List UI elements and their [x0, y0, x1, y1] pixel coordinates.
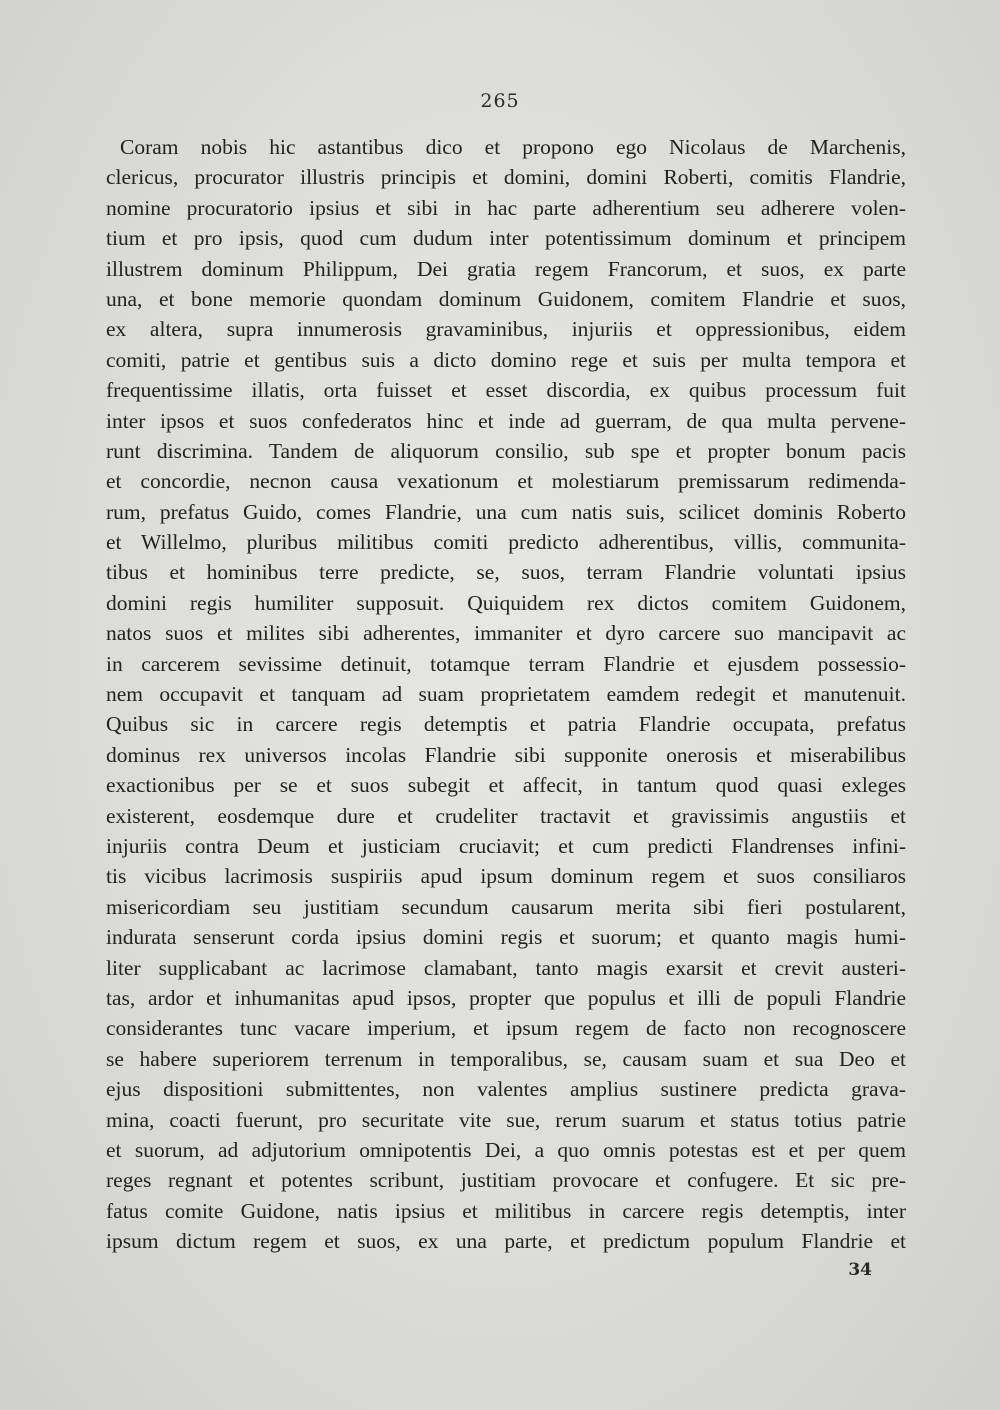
text-line: domini regis humiliter supposuit. Quiquidem rex dictos comitem Guidonem,: [106, 590, 906, 615]
text-line: se habere superiorem terrenum in temporalibus, se, causam suam et sua Deo et: [106, 1046, 906, 1071]
text-line: ejus dispositioni submittentes, non valentes amplius sustinere predicta grava-: [106, 1077, 906, 1102]
text-line: considerantes tunc vacare imperium, et ipsum regem de facto non recognoscere: [106, 1016, 906, 1041]
text-line: Quibus sic in carcere regis detemptis et patria Flandrie occupata, prefatus: [106, 712, 906, 737]
text-line: existerent, eosdemque dure et crudeliter tractavit et gravissimis angustiis et: [106, 803, 906, 828]
page-number: 265: [480, 90, 520, 112]
text-line: comiti, patrie et gentibus suis a dicto domino rege et suis per multa tempora et: [106, 347, 906, 372]
text-line: tis vicibus lacrimosis suspiriis apud ipsum dominum regem et suos consiliaros: [106, 864, 906, 889]
text-line: runt discrimina. Tandem de aliquorum consilio, sub spe et propter bonum pacis: [106, 438, 906, 463]
text-line: tibus et hominibus terre predicte, se, suos, terram Flandrie voluntati ipsius: [106, 560, 906, 585]
text-line: rum, prefatus Guido, comes Flandrie, una cum natis suis, scilicet dominis Roberto: [106, 499, 906, 524]
text-line: una, et bone memorie quondam dominum Guidonem, comitem Flandrie et suos,: [106, 286, 906, 311]
text-line: nem occupavit et tanquam ad suam proprietatem eamdem redegit et manutenuit.: [106, 682, 906, 707]
text-line: clericus, procurator illustris principis et domini, domini Roberti, comitis Flandrie,: [106, 165, 906, 190]
text-line: reges regnant et potentes scribunt, justitiam provocare et confugere. Et sic pre-: [106, 1168, 906, 1193]
text-line: frequentissime illatis, orta fuisset et esset discordia, ex quibus processum fuit: [106, 378, 906, 403]
text-line: inter ipsos et suos confederatos hinc et inde ad guerram, de qua multa pervene-: [106, 408, 906, 433]
text-line: injuriis contra Deum et justiciam cruciavit; et cum predicti Flandrenses infini-: [106, 833, 906, 858]
text-line: dominus rex universos incolas Flandrie sibi supponite onerosis et miserabilibus: [106, 742, 906, 767]
text-line: mina, coacti fuerunt, pro securitate vite sue, rerum suarum et status totius patrie: [106, 1107, 906, 1132]
text-line: natos suos et milites sibi adherentes, immaniter et dyro carcere suo mancipavit ac: [106, 621, 906, 646]
text-line: liter supplicabant ac lacrimose clamabant, tanto magis exarsit et crevit austeri-: [106, 955, 906, 980]
text-line: tium et pro ipsis, quod cum dudum inter potentissimum dominum et principem: [106, 226, 906, 251]
text-line: in carcerem sevissime detinuit, totamque terram Flandrie et ejusdem possessio-: [106, 651, 906, 676]
text-line: misericordiam seu justitiam secundum causarum merita sibi fieri postularent,: [106, 894, 906, 919]
text-line: nomine procuratorio ipsius et sibi in hac parte adherentium seu adherere volen-: [106, 195, 906, 220]
text-line: et concordie, necnon causa vexationum et molestiarum premissarum redimenda-: [106, 469, 906, 494]
body-text: [106, 132, 906, 1256]
text-line: tas, ardor et inhumanitas apud ipsos, propter que populus et illi de populi Flandrie: [106, 985, 906, 1010]
text-line: fatus comite Guidone, natis ipsius et militibus in carcere regis detemptis, inter: [106, 1198, 906, 1223]
text-line: ipsum dictum regem et suos, ex una parte, et predictum populum Flandrie et: [106, 1229, 906, 1254]
text-line: et suorum, ad adjutorium omnipotentis Dei, a quo omnis potestas est et per quem: [106, 1137, 906, 1162]
text-line: et Willelmo, pluribus militibus comiti predicto adherentibus, villis, communita-: [106, 530, 906, 555]
text-line: exactionibus per se et suos subegit et affecit, in tantum quod quasi exleges: [106, 773, 906, 798]
text-line: illustrem dominum Philippum, Dei gratia regem Francorum, et suos, ex parte: [106, 256, 906, 281]
text-line: ex altera, supra innumerosis gravaminibus, injuriis et oppressionibus, eidem: [106, 317, 906, 342]
signature-mark: 34: [848, 1260, 872, 1280]
text-line: Coram nobis hic astantibus dico et propono ego Nicolaus de Marchenis,: [120, 135, 906, 159]
text-line: indurata senserunt corda ipsius domini regis et suorum; et quanto magis humi-: [106, 925, 906, 950]
